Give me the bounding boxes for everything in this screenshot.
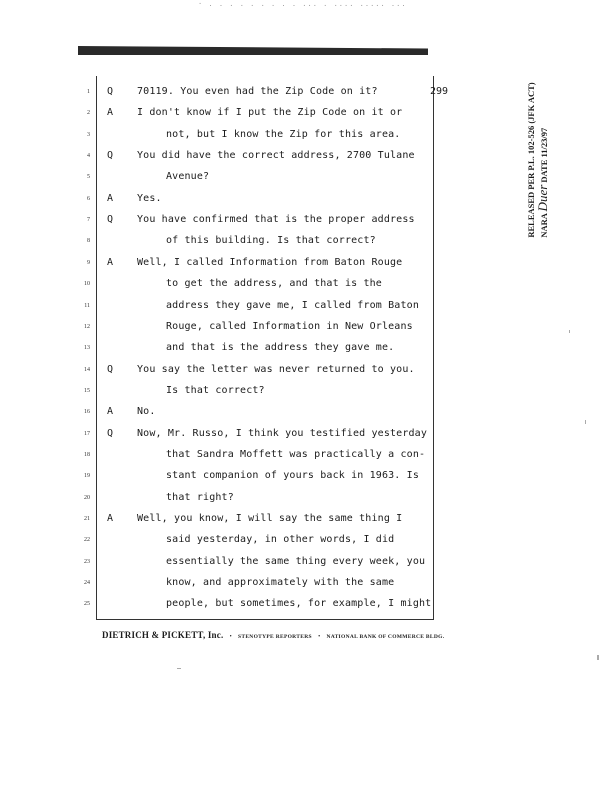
line-number: 23: [84, 558, 90, 565]
speaker-label: A: [107, 513, 114, 524]
line-number: 11: [84, 302, 90, 309]
line-text: not, but I know the Zip for this area.: [166, 128, 401, 140]
line-number: 24: [84, 580, 90, 587]
footer-address: NATIONAL BANK OF COMMERCE BLDG.: [326, 634, 445, 640]
margin-scan-mark: [585, 420, 586, 424]
footer-bullet: •: [318, 634, 321, 640]
scan-header-noise: · . . . . . . . . . ... . .... ..... ...: [198, 0, 407, 8]
line-text: Avenue?: [166, 171, 210, 183]
line-text: Now, Mr. Russo, I think you testified yesterday: [137, 427, 428, 439]
line-text: You did have the correct address, 2700 Tulane: [137, 150, 415, 162]
line-text: 70119. You even had the Zip Code on it?: [137, 86, 378, 97]
line-number: 12: [84, 323, 90, 330]
line-number: 8: [87, 238, 90, 245]
speaker-label: Q: [107, 86, 114, 97]
line-text: said yesterday, in other words, I did: [166, 534, 395, 546]
stamp-signature: Duer: [535, 184, 550, 212]
speaker-label: A: [107, 192, 114, 204]
speaker-label: Q: [107, 150, 114, 162]
line-number: 13: [84, 345, 90, 352]
line-text: Yes.: [137, 192, 162, 204]
line-text: that right?: [166, 491, 234, 503]
line-number: 9: [87, 259, 90, 266]
margin-scan-mark: [569, 330, 570, 333]
stamp-released-line: RELEASED PER P.L. 102-526 (JFK ACT): [526, 82, 536, 238]
speaker-label: Q: [107, 363, 114, 375]
line-text: You say the letter was never returned to you.: [137, 363, 415, 375]
line-number: 18: [84, 451, 90, 458]
top-scan-bar: [78, 46, 428, 55]
page-footer: [102, 630, 444, 640]
line-text: that Sandra Moffett was practically a con-: [166, 448, 426, 460]
stamp-date: 11/23/97: [539, 127, 549, 158]
line-number: 1: [87, 89, 90, 95]
line-text: know, and approximately with the same: [166, 577, 395, 589]
line-text: I don't know if I put the Zip Code on it or: [137, 107, 403, 119]
stamp-nara-line: [537, 82, 550, 237]
stamp-date-label: DATE: [539, 159, 549, 183]
line-number: 21: [84, 516, 90, 522]
line-number: 2: [87, 110, 90, 117]
line-number: 25: [84, 601, 90, 608]
line-text: and that is the address they gave me.: [166, 342, 395, 354]
line-text: Is that correct?: [166, 384, 265, 396]
line-text: No.: [137, 406, 156, 418]
margin-scan-mark: [597, 655, 599, 660]
footer-firm: DIETRICH & PICKETT, Inc.: [102, 630, 224, 640]
footer-role: STENOTYPE REPORTERS: [238, 634, 312, 640]
line-number: 20: [84, 494, 90, 501]
stamp-nara-label: NARA: [539, 213, 549, 238]
speaker-label: Q: [107, 427, 114, 439]
release-stamp: [526, 82, 550, 237]
speaker-label: Q: [107, 214, 114, 226]
margin-scan-mark: [177, 668, 181, 669]
line-number: 15: [84, 387, 90, 394]
line-number: 17: [84, 430, 90, 437]
line-text: people, but sometimes, for example, I might: [166, 598, 432, 610]
line-number: 5: [87, 174, 90, 181]
line-number: 3: [87, 131, 90, 138]
line-number: 6: [87, 195, 90, 202]
line-text: address they gave me, I called from Baton: [166, 299, 419, 311]
line-number: 14: [84, 366, 90, 373]
speaker-label: A: [107, 256, 114, 268]
line-number: 22: [84, 537, 90, 544]
line-text: to get the address, and that is the: [166, 278, 382, 290]
page-number: 299: [430, 86, 449, 97]
line-number: 10: [84, 281, 90, 288]
footer-bullet: •: [229, 634, 232, 640]
line-text: You have confirmed that is the proper address: [137, 214, 415, 226]
speaker-label: A: [107, 107, 114, 119]
line-text: stant companion of yours back in 1963. Is: [166, 470, 419, 482]
line-number: 7: [87, 217, 90, 224]
line-number: 4: [87, 153, 90, 160]
line-text: of this building. Is that correct?: [166, 235, 376, 247]
line-text: Well, you know, I will say the same thing I: [137, 513, 403, 524]
speaker-label: A: [107, 406, 114, 418]
line-text: Rouge, called Information in New Orleans: [166, 320, 413, 332]
line-number: 16: [84, 409, 90, 416]
line-text: essentially the same thing every week, you: [166, 555, 426, 567]
line-number: 19: [84, 473, 90, 480]
line-text: Well, I called Information from Baton Rouge: [137, 256, 403, 268]
